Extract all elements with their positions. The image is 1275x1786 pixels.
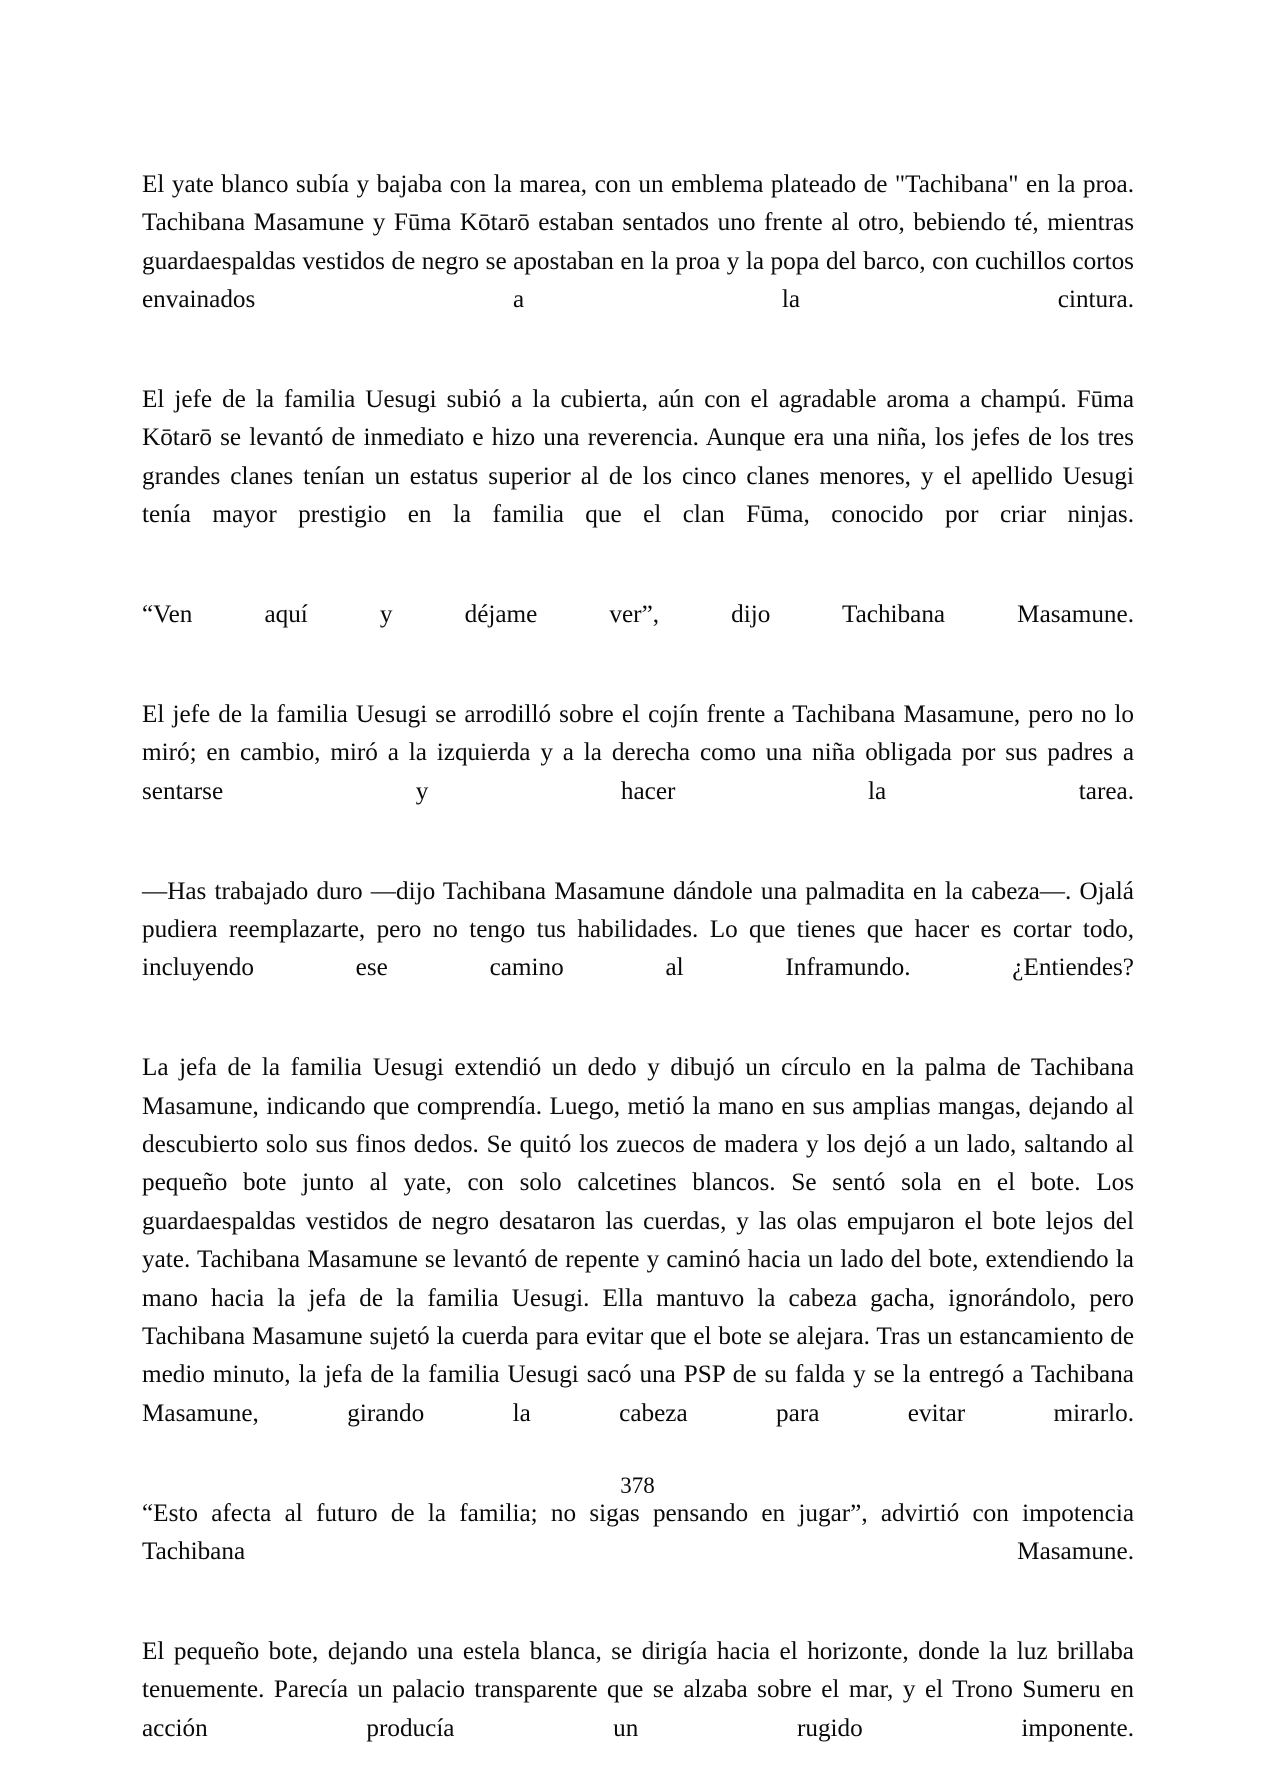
paragraph-1: El yate blanco subía y bajaba con la marea, con un emblema plateado de "Tachibana" en la proa. Tachibana Masamune y Fūma Kōtarō estaban sentados uno frente al otro, bebiendo té, mientras guardaespaldas vestidos de negro se apostaban en la proa y la popa del barco, con cuchillos cortos envainados a la cintura. [142,171,1134,314]
page-number: 378 [620,1473,655,1498]
paragraph-7: “Esto afecta al futuro de la familia; no sigas pensando en jugar”, advirtió con impotencia Tachibana Masamune. [142,1499,1134,1565]
paragraph-2: El jefe de la familia Uesugi subió a la cubierta, aún con el agradable aroma a champú. Fūma Kōtarō se levantó de inmediato e hizo una reverencia. Aunque era una niña, los jefes de los tres grandes clanes tenían un estatus superior al de los cinco clanes menores, y el apellido Uesugi tenía mayor prestigio en la familia que el clan Fūma, conocido por criar ninjas. [142,386,1134,529]
paragraph-5: —Has trabajado duro —dijo Tachibana Masamune dándole una palmadita en la cabeza—. Ojalá pudiera reemplazarte, pero no tengo tus habilidades. Lo que tienes que hacer es cortar todo, incluyendo ese camino al Inframundo. ¿Entiendes? [142,877,1134,982]
paragraph-6: La jefa de la familia Uesugi extendió un dedo y dibujó un círculo en la palma de Tachibana Masamune, indicando que comprendía. Luego, metió la mano en sus amplias mangas, dejando al descubierto solo sus finos dedos. Se quitó los zuecos de madera y los dejó a un lado, saltando al pequeño bote junto al yate, con solo calcetines blancos. Se sentó sola en el bote. Los guardaespaldas vestidos de negro desataron las cuerdas, y las olas empujaron el bote lejos del yate. Tachibana Masamune se levantó de repente y caminó hacia un lado del bote, extendiendo la mano hacia la jefa de la familia Uesugi. Ella mantuvo la cabeza gacha, ignorándolo, pero Tachibana Masamune sujetó la cuerda para evitar que el bote se alejara. Tras un estancamiento de medio minuto, la jefa de la familia Uesugi sacó una PSP de su falda y se la entregó a Tachibana Masamune, girando la cabeza para evitar mirarlo. [142,1054,1134,1427]
paragraph-8: El pequeño bote, dejando una estela blanca, se dirigía hacia el horizonte, donde la luz brillaba tenuemente. Parecía un palacio transparente que se alzaba sobre el mar, y el Trono Sumeru en acción producía un rugido imponente. [142,1637,1134,1742]
page-body-text [142,166,1134,1786]
paragraph-3: “Ven aquí y déjame ver”, dijo Tachibana Masamune. [142,601,1134,629]
paragraph-4: El jefe de la familia Uesugi se arrodilló sobre el cojín frente a Tachibana Masamune, pero no lo miró; en cambio, miró a la izquierda y a la derecha como una niña obligada por sus padres a sentarse y hacer la tarea. [142,700,1134,805]
